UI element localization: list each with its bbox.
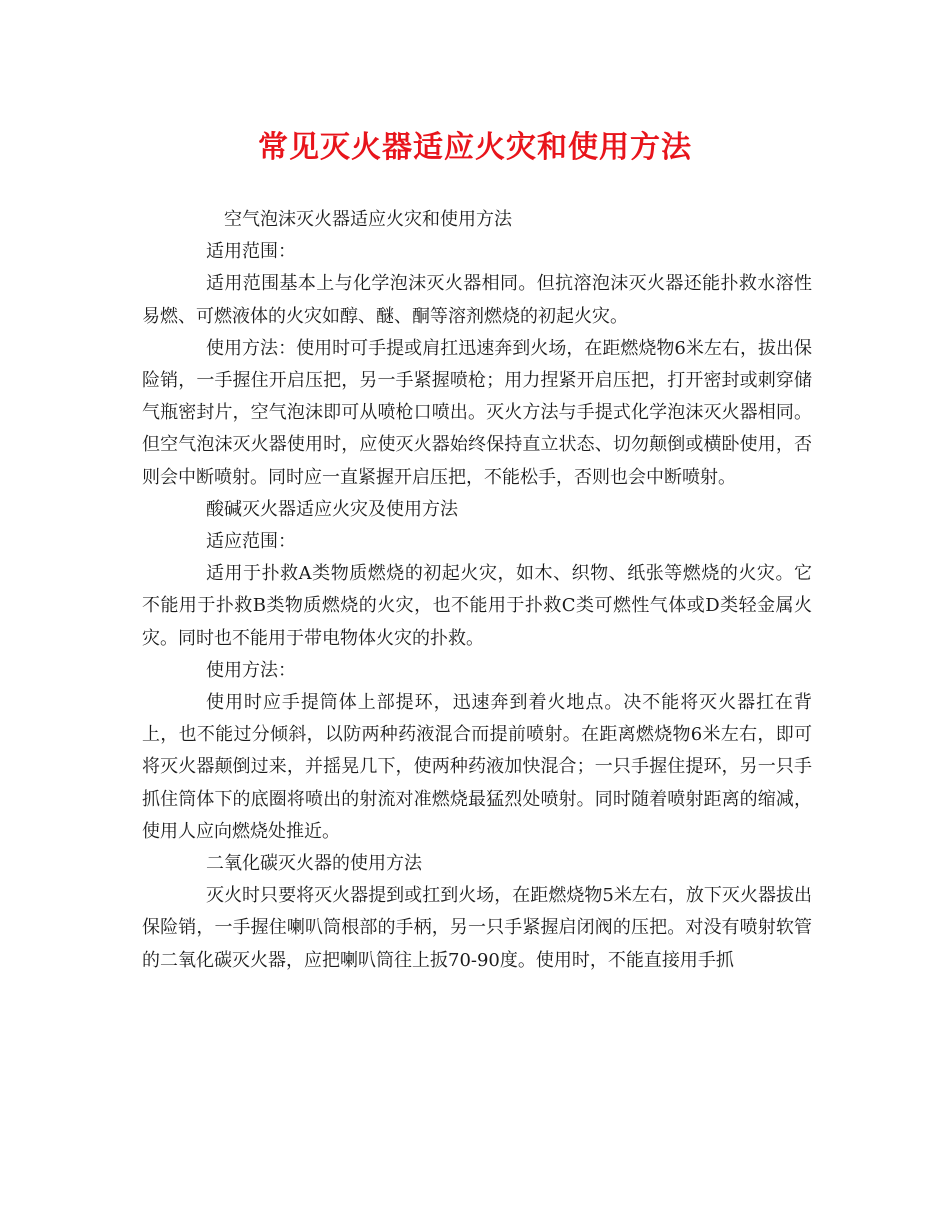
subheading-usage: 使用方法：	[206, 659, 296, 681]
paragraph-usage-co2: 灭火时只要将灭火器提到或扛到火场，在距燃烧物5米左右，放下灭火器拔出保险销，一手握住喇叭筒根部的手柄，另一只手紧握启闭阀的压把。对没有喷射软管的二氧化碳灭火器，应把喇叭筒往上扳70-90度。使用时，不能直接用手抓	[142, 885, 812, 971]
subheading-scope: 适应范围：	[206, 531, 296, 553]
paragraph-scope-air-foam: 适用范围基本上与化学泡沫灭火器相同。但抗溶泡沫灭火器还能扑救水溶性易燃、可燃液体的火灾如醇、醚、酮等溶剂燃烧的初起火灾。	[142, 273, 812, 327]
section-heading-acid-alkali: 酸碱灭火器适应火灾及使用方法	[206, 498, 458, 520]
paragraph-usage-acid-alkali: 使用时应手提筒体上部提环，迅速奔到着火地点。决不能将灭火器扛在背上，也不能过分倾斜，以防两种药液混合而提前喷射。在距离燃烧物6米左右，即可将灭火器颠倒过来，并摇晃几下，使两种药液加快混合；一只手握住提环，另一只手抓住筒体下的底圈将喷出的射流对准燃烧最猛烈处喷射。同时随着喷射距离的缩减，使用人应向燃烧处推近。	[142, 692, 812, 842]
paragraph-scope-acid-alkali: 适用于扑救A类物质燃烧的初起火灾，如木、织物、纸张等燃烧的火灾。它不能用于扑救B类物质燃烧的火灾，也不能用于扑救C类可燃性气体或D类轻金属火灾。同时也不能用于带电物体火灾的扑救。	[142, 563, 812, 649]
subheading-scope: 适用范围：	[206, 241, 296, 263]
document-body	[142, 204, 812, 977]
section-heading-co2: 二氧化碳灭火器的使用方法	[206, 853, 422, 875]
document-title: 常见灭火器适应火灾和使用方法	[258, 130, 692, 165]
section-heading-air-foam: 空气泡沫灭火器适应火灾和使用方法	[224, 209, 512, 230]
paragraph-usage-air-foam: 使用方法：使用时可手提或肩扛迅速奔到火场，在距燃烧物6米左右，拔出保险销，一手握住开启压把，另一手紧握喷枪；用力捏紧开启压把，打开密封或刺穿储气瓶密封片，空气泡沫即可从喷枪口喷出。灭火方法与手提式化学泡沫灭火器相同。但空气泡沫灭火器使用时，应使灭火器始终保持直立状态、切勿颠倒或横卧使用，否则会中断喷射。同时应一直紧握开启压把，不能松手，否则也会中断喷射。	[142, 337, 812, 488]
